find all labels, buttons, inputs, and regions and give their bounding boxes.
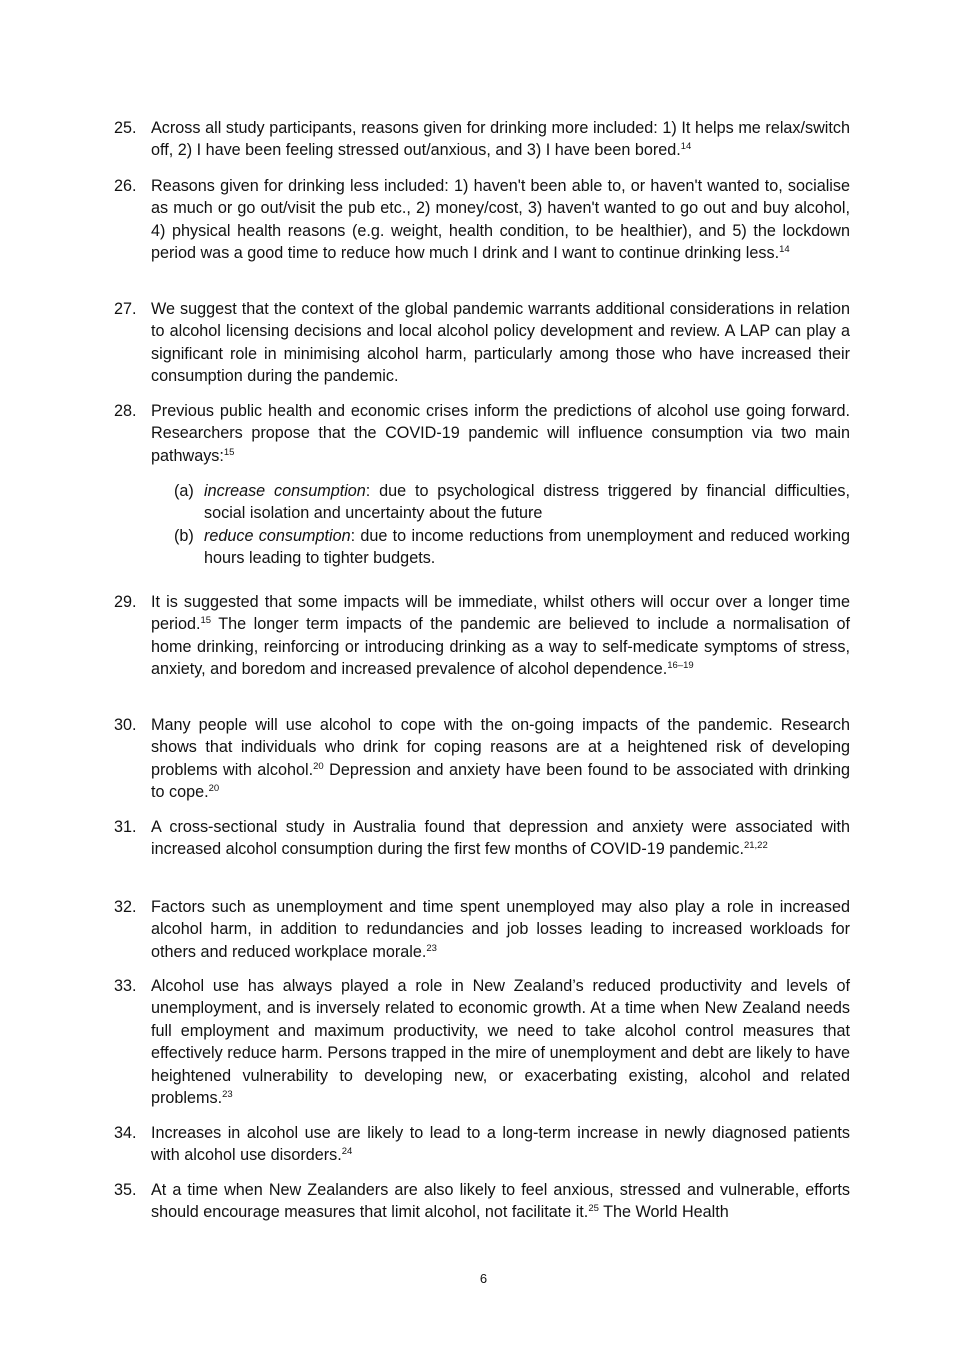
- citation: 23: [426, 942, 437, 954]
- paragraph-28: [114, 400, 850, 467]
- paragraph-27: [114, 298, 850, 388]
- paragraph-text: Alcohol use has always played a role in New Zealand’s reduced productivity and levels of unemployment, and is inversely related to economic growth. At a time when New Zealand needs full employment and maximum productivity, we need to take alcohol control measures that effectively reduce harm. Persons trapped in the mire of unemployment and debt are likely to have heightened vulnerability to developing new, or exacerbating existing, alcohol and related problems.$^{23}$: [151, 977, 850, 1108]
- citation: 14: [779, 244, 790, 256]
- page-number: 6: [479, 1271, 488, 1286]
- paragraph-number: 25.: [114, 119, 137, 137]
- pathway-list: [151, 480, 850, 570]
- pathway-term: increase consumption: [204, 482, 366, 500]
- citation: 23: [222, 1089, 233, 1101]
- citation: 16–19: [667, 660, 694, 672]
- citation: 21,22: [743, 840, 768, 852]
- paragraph-number: 29.: [114, 593, 137, 611]
- paragraph-25: [114, 117, 850, 162]
- paragraph-text: Previous public health and economic crises inform the predictions of alcohol use going forward. Researchers propose that the COVID-19 pandemic will influence consumption via two main pathways:$^{15}$: [151, 402, 850, 465]
- paragraph-number: 35.: [114, 1181, 137, 1199]
- paragraph-number: 31.: [114, 818, 137, 836]
- paragraph-text: At a time when New Zealanders are also likely to feel anxious, stressed and vulnerable, efforts should encourage measures that limit alcohol, not facilitate it.$^{25}$ The World Health: [151, 1181, 850, 1222]
- paragraph-35: [114, 1179, 850, 1224]
- citation: 15: [223, 446, 235, 458]
- pathway-label: (a): [174, 482, 194, 500]
- citation: 15: [200, 615, 212, 627]
- paragraph-34: [114, 1122, 850, 1167]
- paragraph-31: [114, 816, 850, 861]
- paragraph-number: 27.: [114, 300, 137, 318]
- paragraph-text: A cross-sectional study in Australia found that depression and anxiety were associated with increased alcohol consumption during the first few months of COVID-19 pandemic.$^{21,22}$: [151, 818, 850, 859]
- paragraph-number: 26.: [114, 177, 137, 195]
- paragraph-number: 30.: [114, 716, 137, 734]
- paragraph-number: 32.: [114, 898, 137, 916]
- paragraph-text: Many people will use alcohol to cope with the on-going impacts of the pandemic. Research shows that individuals who drink for coping reasons are at a heightened risk of developing problems with alcohol.$^{20}$ Depression and anxiety have been found to be associated with drinking to cope.$^{20}$: [151, 716, 851, 802]
- paragraph-number: 33.: [114, 977, 137, 995]
- paragraph-text: Reasons given for drinking less included: 1) haven't been able to, or haven't wanted to, socialise as much or go out/visit the pub etc., 2) money/cost, 3) haven't wanted to go out and buy alcohol, 4) physical health reasons (e.g. weight, health condition, to be healthier), and 5) the lockdown period was a good time to reduce how much I drink and I want to continue drinking less.$^{14}$: [151, 177, 850, 263]
- pathway-item: (a) increase consumption: due to psychological distress triggered by financial difficulties, social isolation and uncertainty about the future: [174, 482, 850, 523]
- paragraph-26: [114, 175, 850, 265]
- citation: 20: [208, 783, 220, 795]
- paragraph-number: 34.: [114, 1124, 137, 1142]
- paragraph-text: Factors such as unemployment and time spent unemployed may also play a role in increased alcohol harm, in addition to redundancies and job losses leading to increased workloads for others and reduced workplace morale.$^{23}$: [151, 898, 850, 961]
- citation: 14: [680, 141, 692, 153]
- paragraph-text: We suggest that the context of the global pandemic warrants additional considerations in relation to alcohol licensing decisions and local alcohol policy development and review. A LAP can play a significant role in minimising alcohol harm, particularly among those who have increased their consumption during the pandemic.: [151, 300, 850, 386]
- pathway-term: reduce consumption: [204, 526, 351, 545]
- paragraph-number: 28.: [114, 402, 137, 420]
- paragraph-32: [114, 896, 850, 963]
- citation: 24: [341, 1146, 353, 1158]
- paragraph-29: [114, 591, 850, 681]
- paragraph-text: It is suggested that some impacts will be immediate, whilst others will occur over a longer time period.$^{15}$ The longer term impacts of the pandemic are believed to include a normalisation of home drinking, reinforcing or introducing drinking as a way to self-medicate symptoms of stress, anxiety, and boredom and increased prevalence of alcohol dependence.$^{16-19}$: [151, 593, 850, 679]
- pathway-label: (b): [174, 526, 194, 545]
- paragraph-33: [114, 975, 850, 1109]
- pathway-item: (b) reduce consumption: due to income reductions from unemployment and reduced working hours leading to tighter budgets.: [174, 526, 850, 568]
- paragraph-30: [114, 714, 850, 804]
- citation: 20: [313, 760, 324, 772]
- citation: 25: [588, 1203, 599, 1215]
- paragraph-text: Increases in alcohol use are likely to lead to a long-term increase in newly diagnosed patients with alcohol use disorders.$^{24}$: [151, 1124, 850, 1165]
- paragraph-text: Across all study participants, reasons given for drinking more included: 1) It helps me relax/switch off, 2) I have been feeling stressed out/anxious, and 3) I have been bored.$^{14}$: [151, 119, 850, 160]
